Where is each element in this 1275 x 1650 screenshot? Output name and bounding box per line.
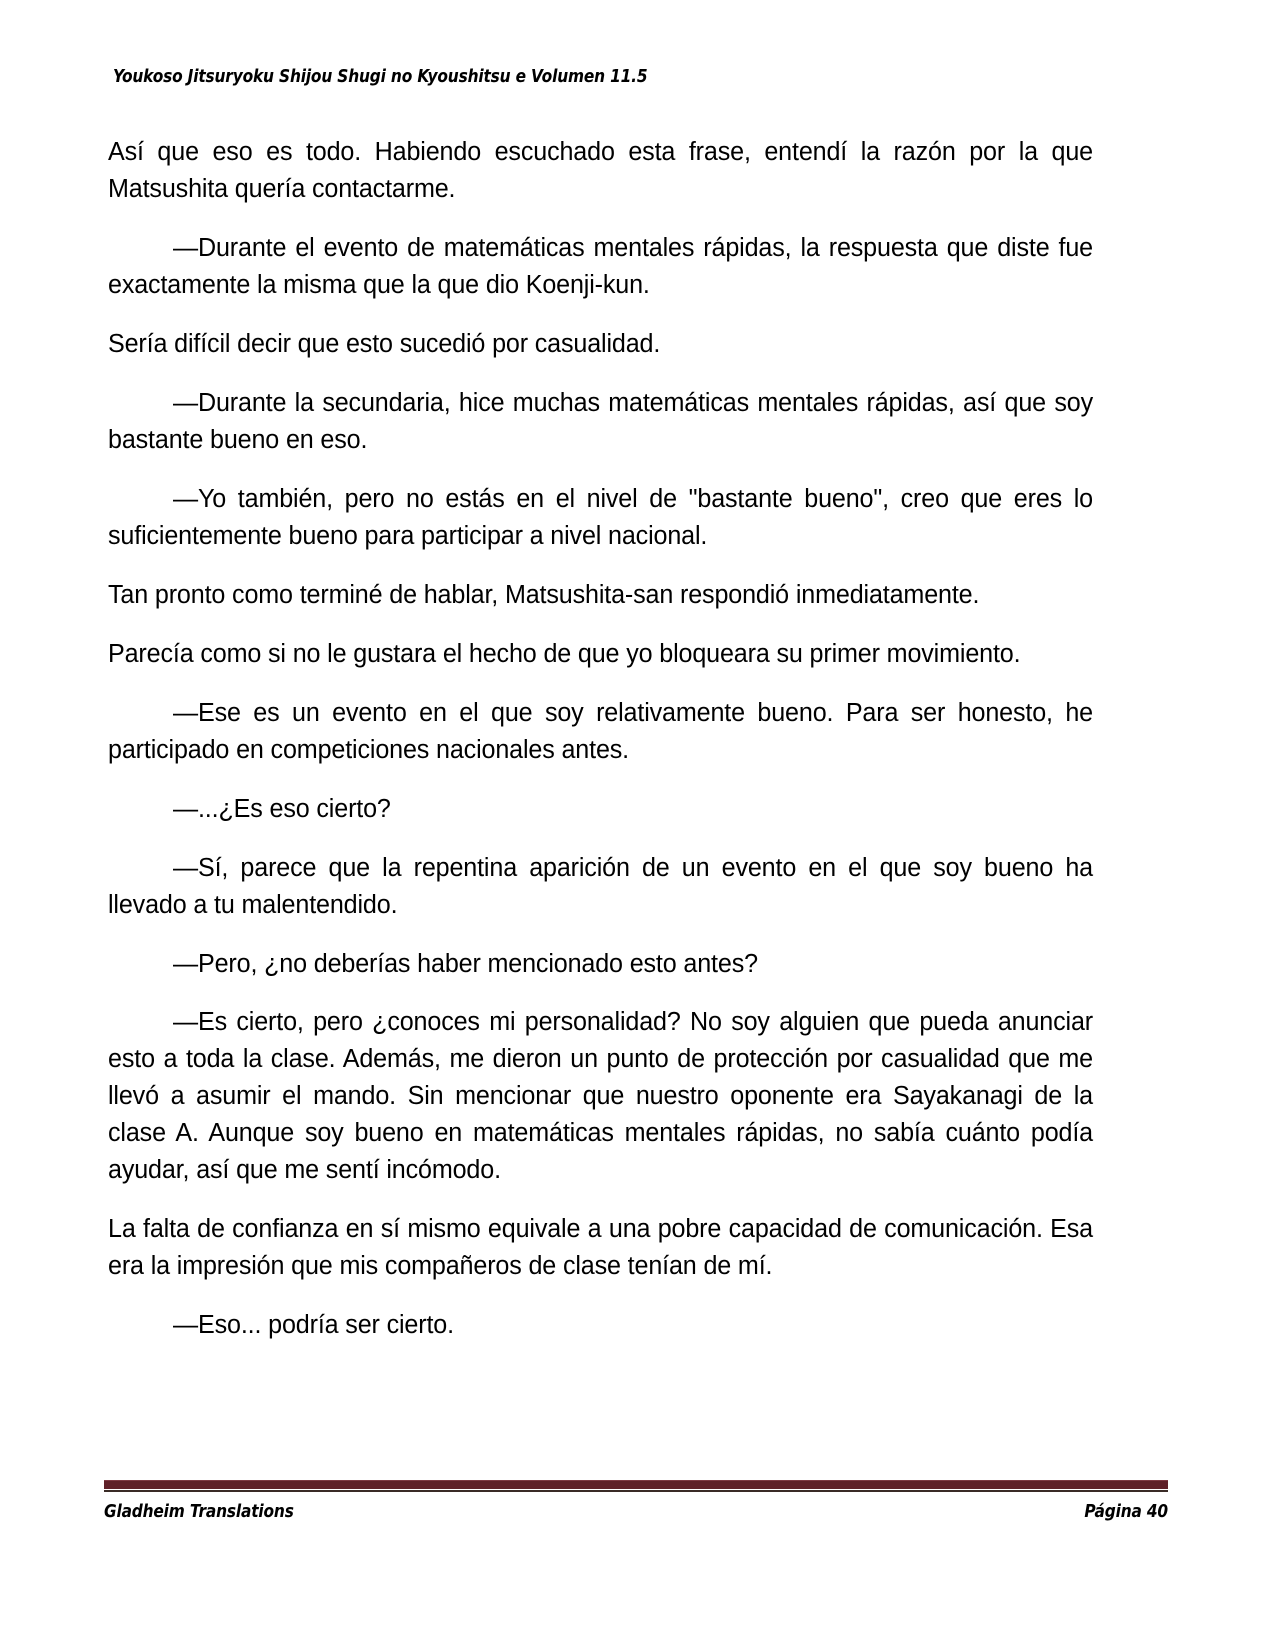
footer-page-number: Página 40 [1084,1502,1168,1522]
document-body [108,134,1108,1344]
footer-divider-thin-bar [104,1490,1168,1492]
body-paragraph: Así que eso es todo. Habiendo escuchado esta frase, entendí la razón por la que Matsushita quería contactarme. [108,138,1093,203]
body-paragraph: Sería difícil decir que esto sucedió por casualidad. [108,329,661,358]
footer-divider-thick-bar [104,1480,1168,1489]
body-paragraph: —Eso... podría ser cierto. [173,1311,454,1340]
header-title: Youkoso Jitsuryoku Shijou Shugi no Kyoushitsu e Volumen 11.5 [113,67,648,87]
body-paragraph: —Yo también, pero no estás en el nivel de "bastante bueno", creo que eres lo suficientemente bueno para participar a nivel nacional. [108,484,1093,550]
body-paragraph: —...¿Es eso cierto? [173,794,391,823]
body-paragraph: —Es cierto, pero ¿conoces mi personalidad? No soy alguien que pueda anunciar esto a toda la clase. Además, me dieron un punto de protección por casualidad que me llevó a asumir el mando. Sin mencionar que nuestro oponente era Sayakanagi de la clase A. Aunque soy bueno en matemáticas mentales rápidas, no sabía cuánto podía ayudar, así que me sentí incómodo. [108,1008,1093,1185]
page-footer [104,1480,1168,1522]
body-paragraph: —Durante el evento de matemáticas mentales rápidas, la respuesta que diste fue exactamente la misma que la que dio Koenji-kun. [108,233,1093,299]
body-paragraph: Tan pronto como terminé de hablar, Matsushita-san respondió inmediatamente. [108,580,980,609]
body-paragraph: La falta de confianza en sí mismo equivale a una pobre capacidad de comunicación. Esa era la impresión que mis compañeros de clase tenían de mí. [108,1215,1093,1281]
body-paragraph: —Pero, ¿no deberías haber mencionado esto antes? [173,949,758,978]
body-paragraph: —Durante la secundaria, hice muchas matemáticas mentales rápidas, así que soy bastante bueno en eso. [108,388,1093,454]
footer-divider [104,1480,1168,1492]
footer-translator-credit: Gladheim Translations [104,1502,294,1522]
page-header [113,68,1161,96]
body-paragraph: —Ese es un evento en el que soy relativamente bueno. Para ser honesto, he participado en competiciones nacionales antes. [108,698,1093,764]
footer-row [104,1502,1168,1522]
body-paragraph: —Sí, parece que la repentina aparición de un evento en el que soy bueno ha llevado a tu malentendido. [108,853,1093,919]
body-paragraph: Parecía como si no le gustara el hecho de que yo bloqueara su primer movimiento. [108,639,1021,668]
